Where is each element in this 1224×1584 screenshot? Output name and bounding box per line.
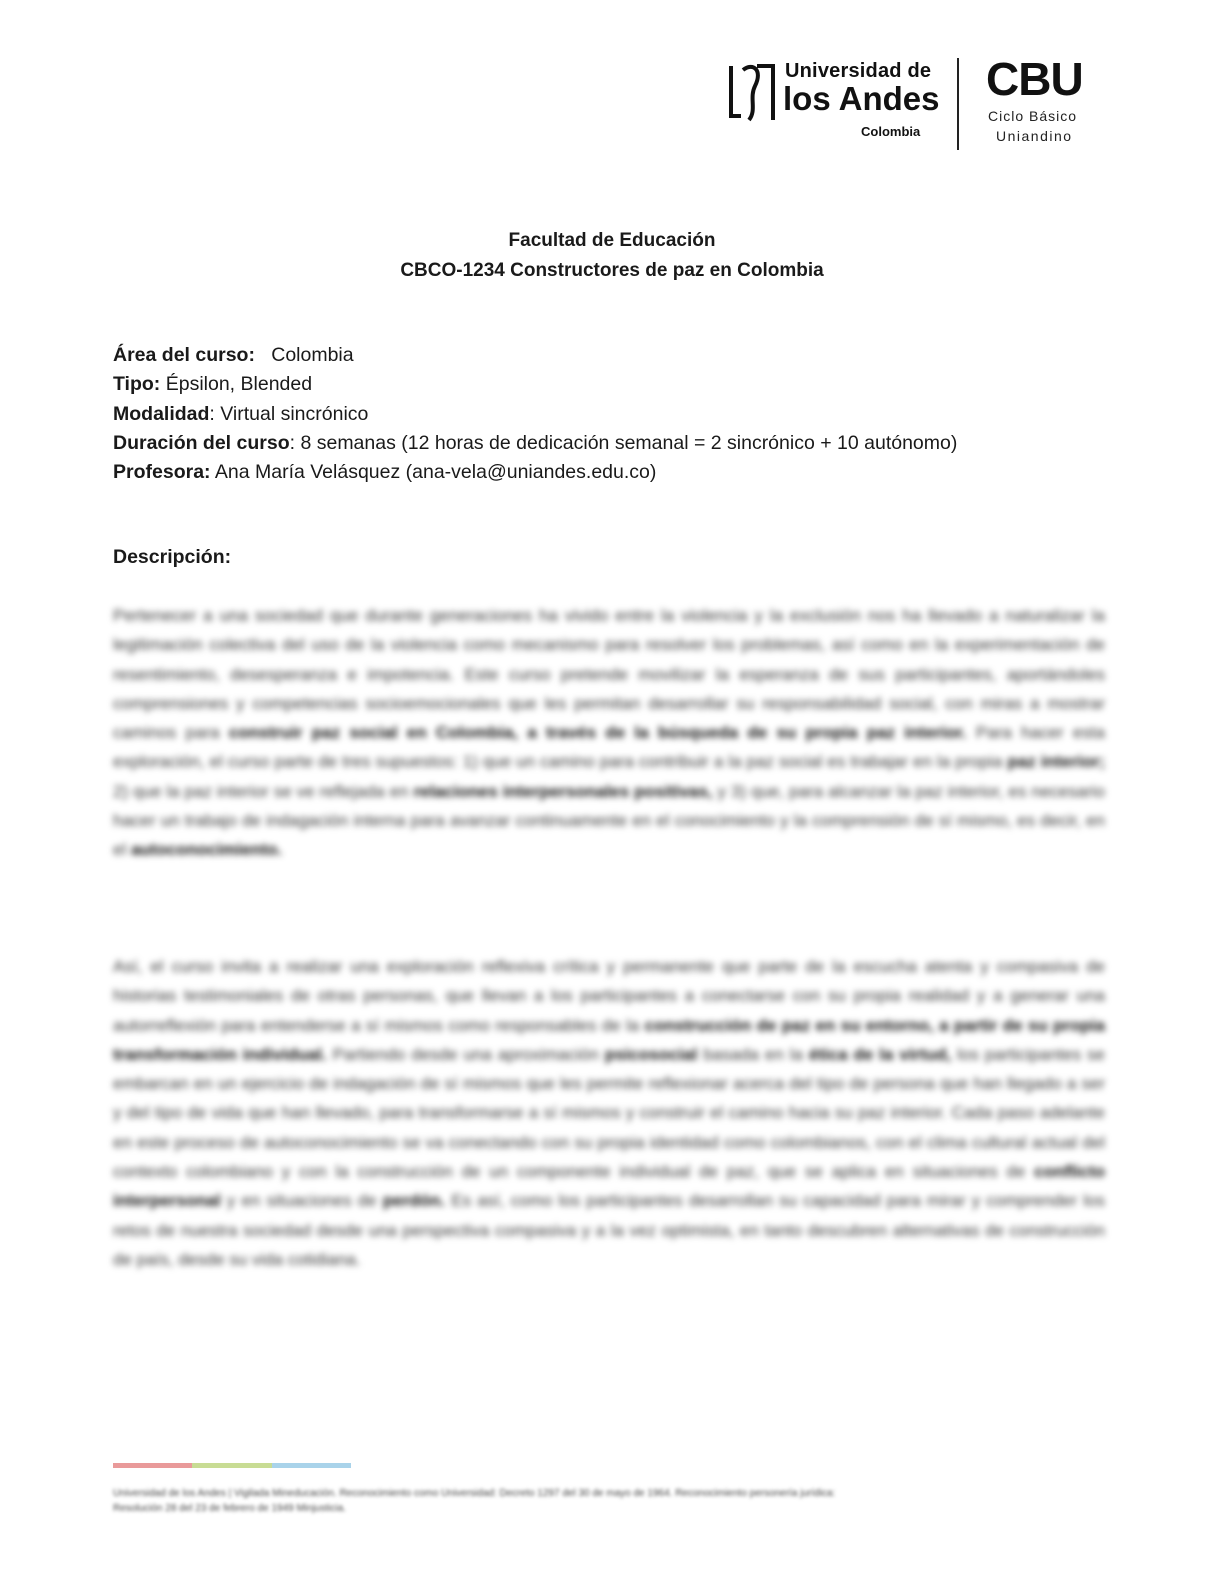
meta-area: [113, 341, 957, 370]
university-country: Colombia: [861, 124, 921, 139]
university-name-line1: Universidad de: [785, 60, 932, 82]
meta-teacher: [113, 458, 957, 487]
cbu-logo: [984, 52, 1104, 152]
meta-duration-value: : 8 semanas (12 horas de dedicación semanal = 2 sincrónico + 10 autónomo): [289, 431, 958, 454]
meta-area-label: Área del curso:: [113, 344, 255, 366]
course-metadata: [113, 341, 957, 487]
cbu-subtitle-line1: Ciclo Básico: [988, 108, 1078, 124]
description-heading: Descripción:: [113, 546, 232, 568]
footer-legal-text: Universidad de los Andes | Vigilada Mineducación. Reconocimiento como Universidad: Decreto 1297 del 30 de mayo de 1964. Reconocimiento personería jurídica: Resolución 28 del 23 de febrero de 1949 Minjusticia.: [113, 1488, 836, 1514]
footer-bar-segment-blue: [272, 1463, 351, 1468]
footer-bar-segment-red: [113, 1463, 192, 1468]
meta-type-label: Tipo:: [113, 373, 161, 396]
meta-teacher-value: Ana María Velásquez (ana-vela@uniandes.edu.co): [214, 461, 657, 484]
footer-bar-segment-green: [192, 1463, 271, 1468]
meta-duration-label: Duración del curso: [113, 431, 290, 454]
meta-mode-value: : Virtual sincrónico: [209, 402, 369, 425]
universidad-de-los-andes-logo: [727, 58, 940, 148]
meta-duration: [113, 429, 957, 458]
uniandes-emblem-icon: [727, 62, 777, 124]
cbu-subtitle-line2: Uniandino: [996, 128, 1073, 144]
course-title: CBCO-1234 Constructores de paz en Colombia: [400, 260, 824, 281]
footer-color-bar: [113, 1463, 351, 1468]
document-title: [0, 226, 1224, 286]
meta-mode: [113, 400, 957, 429]
meta-type: [113, 370, 957, 399]
meta-teacher-label: Profesora:: [113, 461, 211, 484]
description-paragraph-2: Así, el curso invita a realizar una exploración reflexiva crítica y permanente que parte de la escucha atenta y compasiva de historias testimoniales de otras personas, que llevan a los participantes a conectarse con su propia realidad y a generar una autorreflexión para entenderse a sí mismos como responsables de la construcción de paz en su entorno, a partir de su propia transformación individual. Partiendo desde una aproximación psicosocial basada en la ética de la virtud, los participantes se embarcan en un ejercicio de indagación de sí mismos que les permite reflexionar acerca del tipo de persona que han llegado a ser y del tipo de vida que han llevado, para transformarse a sí mismos y construir el camino hacia su paz interior. Cada paso adelante en este proceso de autoconocimiento se va conectando con su propia identidad como colombianos, con el clima cultural actual del contexto colombiano y con la construcción de un componente individual de paz, que se aplica en situaciones de conflicto interpersonal y en situaciones de perdón. Es así, como los participantes desarrollan su capacidad para mirar y comprender los retos de nuestra sociedad desde una perspectiva compasiva y a la vez optimista, en tanto descubren alternativas de construcción de país, desde su vida cotidiana.: [113, 957, 1105, 1269]
cbu-wordmark: CBU: [986, 53, 1083, 105]
faculty-title: Facultad de Educación: [508, 230, 716, 251]
logo-divider: [957, 58, 959, 150]
university-name-line2: los Andes: [783, 80, 940, 117]
description-paragraph-1: Pertenecer a una sociedad que durante generaciones ha vivido entre la violencia y la exclusión nos ha llevado a naturalizar la legitimación colectiva del uso de la violencia como mecanismo para resolver los problemas, así como en la experimentación de resentimiento, desesperanza e impotencia. Este curso pretende movilizar la esperanza de sus participantes, aportándoles comprensiones y competencias socioemocionales que les permitan desarrollar su responsabilidad social, con miras a mostrar caminos para construir paz social en Colombia, a través de la búsqueda de su propia paz interior. Para hacer esta exploración, el curso parte de tres supuestos: 1) que un camino para contribuir a la paz social es trabajar en la propia paz interior; 2) que la paz interior se ve reflejada en relaciones interpersonales positivas, y 3) que, para alcanzar la paz interior, es necesario hacer un trabajo de indagación interna para avanzar continuamente en el conocimiento y la comprensión de sí mismo, es decir, en el autoconocimiento.: [113, 606, 1105, 860]
meta-mode-label: Modalidad: [113, 402, 210, 425]
meta-type-value: Épsilon, Blended: [165, 373, 313, 396]
meta-area-value: Colombia: [271, 344, 354, 366]
